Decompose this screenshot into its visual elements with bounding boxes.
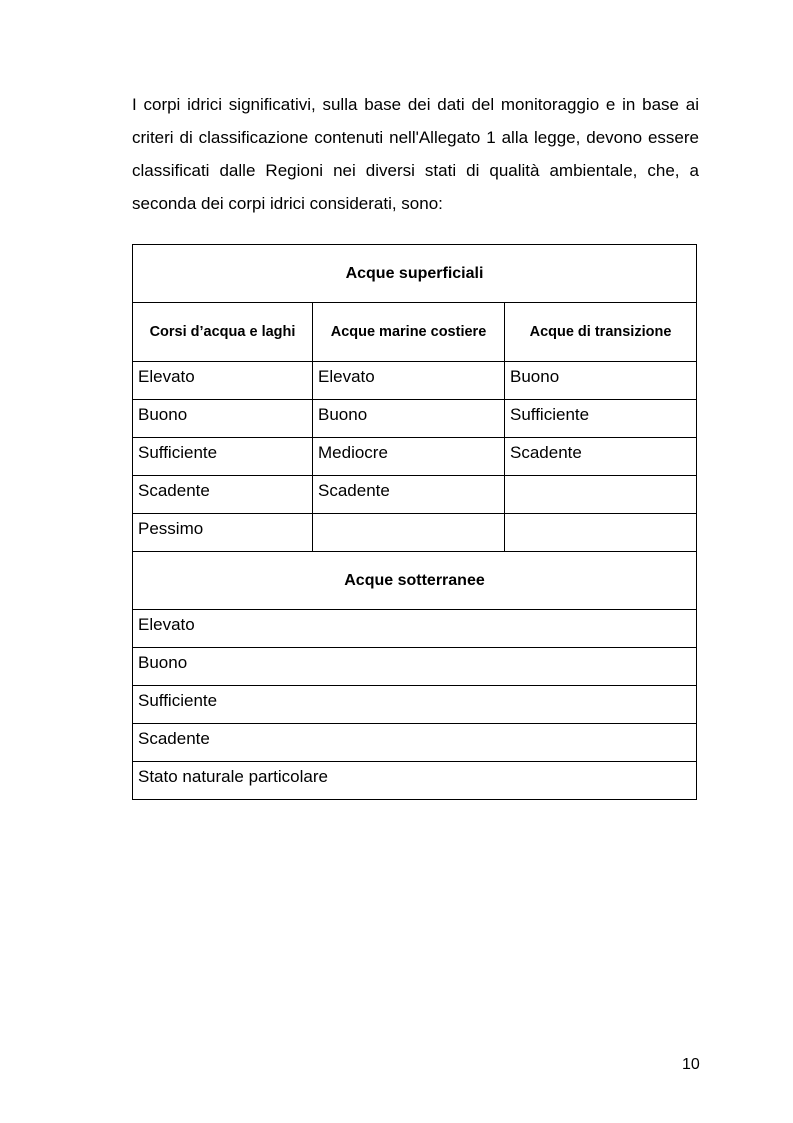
table-cell: Buono [133, 400, 313, 438]
table-cell: Buono [133, 648, 697, 686]
column-header: Corsi d’acqua e laghi [133, 303, 313, 362]
table-row [133, 610, 697, 648]
page-number: 10 [682, 1056, 700, 1073]
table-cell: Elevato [133, 362, 313, 400]
column-header: Acque marine costiere [313, 303, 505, 362]
table-cell [313, 514, 505, 552]
sotterranee-title: Acque sotterranee [133, 552, 697, 610]
column-header: Acque di transizione [505, 303, 697, 362]
table-row [133, 686, 697, 724]
table-row [133, 476, 697, 514]
table-cell: Buono [313, 400, 505, 438]
table-cell: Elevato [313, 362, 505, 400]
table-row [133, 648, 697, 686]
table-row [133, 400, 697, 438]
superficiali-title: Acque superficiali [133, 245, 697, 303]
table-cell: Sufficiente [133, 438, 313, 476]
table-cell: Elevato [133, 610, 697, 648]
table-cell: Stato naturale particolare [133, 762, 697, 800]
intro-paragraph: I corpi idrici significativi, sulla base dei dati del monitoraggio e in base ai criteri di classificazione contenuti nell'Allegato 1 alla legge, devono essere classificati dalle Regioni nei diversi stati di qualità ambientale, che, a seconda dei corpi idrici considerati, sono: [132, 95, 699, 213]
table-row [133, 514, 697, 552]
table-row [133, 438, 697, 476]
table-cell: Mediocre [313, 438, 505, 476]
table-cell: Scadente [133, 724, 697, 762]
table-cell [505, 476, 697, 514]
water-quality-table [132, 244, 697, 800]
table-row [133, 362, 697, 400]
table-cell [505, 514, 697, 552]
table-cell: Pessimo [133, 514, 313, 552]
table-row [133, 724, 697, 762]
table-cell: Scadente [313, 476, 505, 514]
table-row [133, 762, 697, 800]
table-cell: Sufficiente [133, 686, 697, 724]
table-cell: Scadente [133, 476, 313, 514]
table-cell: Sufficiente [505, 400, 697, 438]
table-cell: Scadente [505, 438, 697, 476]
table-cell: Buono [505, 362, 697, 400]
